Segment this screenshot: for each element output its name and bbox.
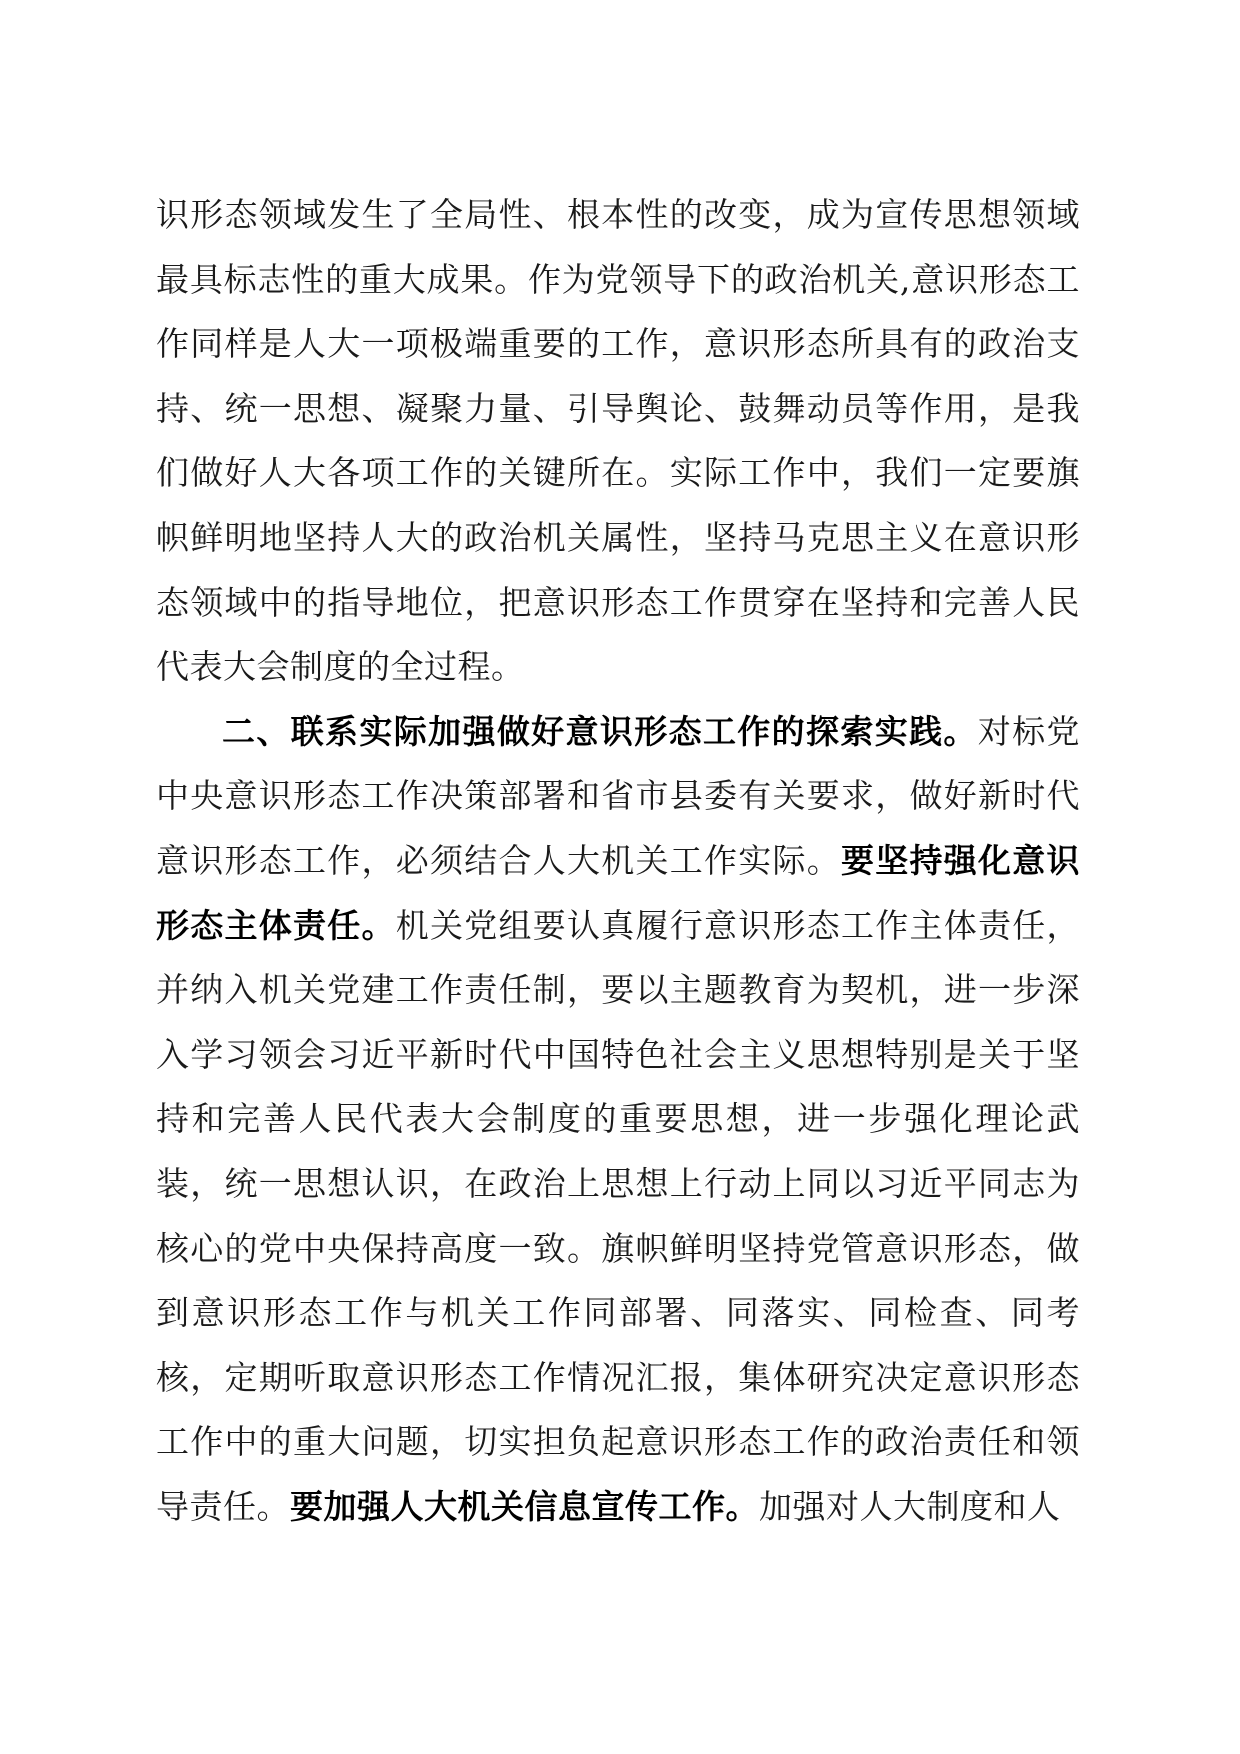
bold-point-2: 要加强人大机关信息宣传工作。 <box>290 1486 759 1526</box>
paragraph-2-text-3: 加强对人大制度和人 <box>759 1486 1061 1526</box>
paragraph-2-text-2: 机关党组要认真履行意识形态工作主体责任，并纳入机关党建工作责任制，要以主题教育为契机，进一步深入学习领会习近平新时代中国特色社会主义思想特别是关于坚持和完善人民代表大会制度的重要思想，进一步强化理论武装，统一思想认识，在政治上思想上行动上同以习近平同志为核心的党中央保持高度一致。旗帜鲜明坚持党管意识形态，做到意识形态工作与机关工作同部署、同落实、同检查、同考核，定期听取意识形态工作情况汇报，集体研究决定意识形态工作中的重大问题，切实担负起意识形态工作的政治责任和领导责任。 <box>156 905 1080 1526</box>
paragraph-2-text-1: 对标党中央意识形态工作决策部署和省市县委有关要求，做好新时代意识形态工作，必须结合人大机关工作实际。 <box>156 711 1081 880</box>
bold-point-1: 要坚持强化意识形态主体责任。 <box>156 840 1080 945</box>
paragraph-2 <box>156 700 1080 1540</box>
document-body <box>156 183 1080 1539</box>
section-heading: 二、联系实际加强做好意识形态工作的探索实践。 <box>222 711 978 751</box>
paragraph-1: 识形态领域发生了全局性、根本性的改变，成为宣传思想领域最具标志性的重大成果。作为党领导下的政治机关,意识形态工作同样是人大一项极端重要的工作，意识形态所具有的政治支持、统一思想、凝聚力量、引导舆论、鼓舞动员等作用，是我们做好人大各项工作的关键所在。实际工作中，我们一定要旗帜鲜明地坚持人大的政治机关属性，坚持马克思主义在意识形态领域中的指导地位，把意识形态工作贯穿在坚持和完善人民代表大会制度的全过程。 <box>156 195 1080 687</box>
